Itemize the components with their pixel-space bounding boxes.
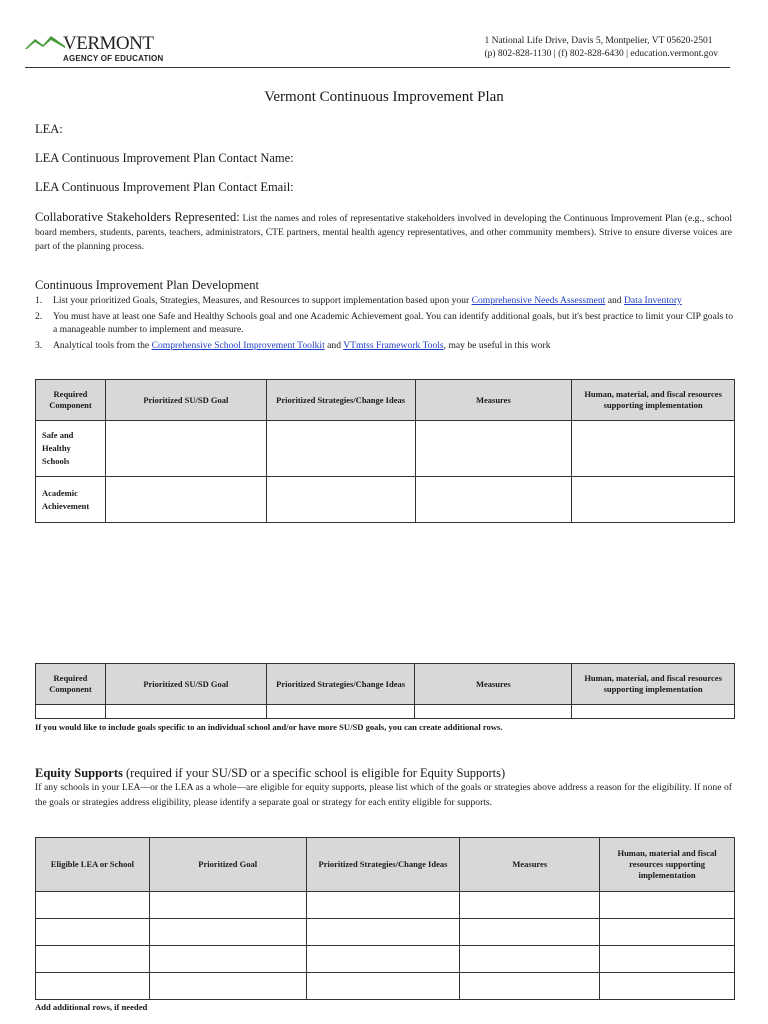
step-number: 3. bbox=[35, 340, 43, 351]
entity-cell[interactable] bbox=[36, 946, 150, 973]
entity-cell[interactable] bbox=[36, 892, 150, 919]
entity-cell[interactable] bbox=[36, 973, 150, 1000]
step-item bbox=[35, 339, 735, 352]
column-header-measures: Measures bbox=[460, 838, 600, 892]
page-title: Vermont Continuous Improvement Plan bbox=[264, 89, 504, 105]
strategies-cell[interactable] bbox=[266, 477, 415, 523]
resources-cell[interactable] bbox=[572, 705, 735, 719]
column-header-eligible-lea: Eligible LEA or School bbox=[36, 838, 150, 892]
equity-add-rows-note: Add additional rows, if needed bbox=[35, 1002, 148, 1012]
resources-cell[interactable] bbox=[572, 477, 735, 523]
column-header-strategies: Prioritized Strategies/Change Ideas bbox=[306, 838, 460, 892]
goal-cell[interactable] bbox=[149, 892, 306, 919]
entity-cell[interactable] bbox=[36, 919, 150, 946]
step-text: and bbox=[605, 295, 624, 306]
address-line: 1 National Life Drive, Davis 5, Montpelier, VT 05620-2501 bbox=[484, 36, 713, 46]
column-header-measures: Measures bbox=[415, 380, 572, 421]
logo-wordmark: VERMONT bbox=[63, 33, 154, 54]
equity-supports-table bbox=[35, 837, 735, 1000]
plan-development-steps bbox=[35, 294, 735, 355]
data-inventory-link[interactable]: Data Inventory bbox=[624, 295, 682, 306]
contact-name-field-label: LEA Continuous Improvement Plan Contact Name: bbox=[35, 151, 294, 165]
equity-instructions: If any schools in your LEA—or the LEA as a whole—are eligible for equity supports, please list which of the goals or strategies above address a reason for the eligibility. If none of the goals or strategies address eligibility, please identify a separate goal or strategy for each entity eligible for supports. bbox=[35, 782, 732, 808]
strategies-cell[interactable] bbox=[306, 919, 460, 946]
column-header-required-component: Required Component bbox=[36, 664, 106, 705]
measures-cell[interactable] bbox=[415, 705, 572, 719]
measures-cell[interactable] bbox=[415, 421, 572, 477]
equity-heading-bold: Equity Supports bbox=[35, 766, 123, 780]
table-row bbox=[36, 973, 735, 1000]
measures-cell[interactable] bbox=[415, 477, 572, 523]
stakeholders-paragraph bbox=[35, 210, 732, 254]
goal-cell[interactable] bbox=[105, 421, 266, 477]
table-row bbox=[36, 477, 735, 523]
goal-cell[interactable] bbox=[105, 705, 266, 719]
equity-supports-heading bbox=[35, 766, 505, 781]
school-improvement-toolkit-link[interactable]: Comprehensive School Improvement Toolkit bbox=[151, 340, 325, 351]
step-number: 1. bbox=[35, 295, 43, 306]
table-row bbox=[36, 892, 735, 919]
table-row bbox=[36, 919, 735, 946]
table-row bbox=[36, 946, 735, 973]
goal-cell[interactable] bbox=[149, 946, 306, 973]
vtmtss-framework-tools-link[interactable]: VTmtss Framework Tools bbox=[343, 340, 444, 351]
resources-cell[interactable] bbox=[572, 421, 735, 477]
strategies-cell[interactable] bbox=[266, 421, 415, 477]
strategies-cell[interactable] bbox=[306, 973, 460, 1000]
resources-cell[interactable] bbox=[600, 892, 735, 919]
equity-heading-rest: (required if your SU/SD or a specific school is eligible for Equity Supports) bbox=[122, 766, 506, 780]
row-label-safe-healthy-schools: Safe and Healthy Schools bbox=[36, 421, 106, 477]
stakeholders-heading: Collaborative Stakeholders Represented: bbox=[35, 210, 240, 224]
column-header-resources: Human, material, and fiscal resources supporting implementation bbox=[572, 664, 735, 705]
additional-goals-table bbox=[35, 663, 735, 719]
column-header-measures: Measures bbox=[415, 664, 572, 705]
letterhead bbox=[25, 28, 730, 68]
column-header-strategies: Prioritized Strategies/Change Ideas bbox=[266, 664, 415, 705]
measures-cell[interactable] bbox=[460, 946, 600, 973]
strategies-cell[interactable] bbox=[266, 705, 415, 719]
column-header-required-component: Required Component bbox=[36, 380, 106, 421]
step-item bbox=[35, 310, 735, 336]
additional-rows-note: If you would like to include goals specific to an individual school and/or have more SU/SD goals, you can create additional rows. bbox=[35, 722, 503, 732]
column-header-resources: Human, material and fiscal resources supporting implementation bbox=[600, 838, 735, 892]
goal-cell[interactable] bbox=[149, 973, 306, 1000]
resources-cell[interactable] bbox=[600, 973, 735, 1000]
step-text: and bbox=[324, 340, 344, 351]
table-row bbox=[36, 421, 735, 477]
vermont-aoe-logo bbox=[25, 30, 165, 64]
goal-cell[interactable] bbox=[105, 477, 266, 523]
row-label-academic-achievement: Academic Achievement bbox=[36, 477, 106, 523]
column-header-resources: Human, material, and fiscal resources supporting implementation bbox=[572, 380, 735, 421]
logo-subtitle: AGENCY OF EDUCATION bbox=[63, 54, 164, 63]
mountain-logo-icon bbox=[25, 34, 65, 50]
step-text: You must have at least one Safe and Healthy Schools goal and one Academic Achievement goal. You can identify additional goals, but it's best practice to limit your CIP goals to a manageable number to implement and measure. bbox=[53, 311, 734, 335]
resources-cell[interactable] bbox=[600, 946, 735, 973]
measures-cell[interactable] bbox=[460, 919, 600, 946]
step-text: Analytical tools from the bbox=[53, 340, 152, 351]
comprehensive-needs-assessment-link[interactable]: Comprehensive Needs Assessment bbox=[471, 295, 606, 306]
resources-cell[interactable] bbox=[600, 919, 735, 946]
agency-address bbox=[484, 35, 718, 61]
strategies-cell[interactable] bbox=[306, 946, 460, 973]
measures-cell[interactable] bbox=[460, 973, 600, 1000]
column-header-goal: Prioritized Goal bbox=[149, 838, 306, 892]
strategies-cell[interactable] bbox=[306, 892, 460, 919]
step-item bbox=[35, 294, 735, 307]
goals-table bbox=[35, 379, 735, 523]
contact-email-field-label: LEA Continuous Improvement Plan Contact Email: bbox=[35, 180, 294, 194]
goal-cell[interactable] bbox=[149, 919, 306, 946]
measures-cell[interactable] bbox=[460, 892, 600, 919]
step-number: 2. bbox=[35, 311, 43, 322]
step-text: List your prioritized Goals, Strategies, Measures, and Resources to support implementation based upon your bbox=[53, 295, 472, 306]
column-header-strategies: Prioritized Strategies/Change Ideas bbox=[266, 380, 415, 421]
stakeholders-text: List the names and roles of representative stakeholders involved in developing the Continuous Improvement Plan (e.g., school board members, students, parents, teachers, administrators, CTE partners, mental health agency representatives, and other community members). Strive to ensure diverse voices are part of the planning process. bbox=[35, 213, 733, 252]
lea-field-label: LEA: bbox=[35, 122, 63, 136]
contact-line: (p) 802-828-1130 | (f) 802-828-6430 | education.vermont.gov bbox=[484, 49, 718, 59]
table-row bbox=[36, 705, 735, 719]
column-header-goal: Prioritized SU/SD Goal bbox=[105, 380, 266, 421]
column-header-goal: Prioritized SU/SD Goal bbox=[105, 664, 266, 705]
component-cell[interactable] bbox=[36, 705, 106, 719]
plan-development-heading: Continuous Improvement Plan Development bbox=[35, 278, 259, 292]
step-text: , may be useful in this work bbox=[443, 340, 551, 351]
